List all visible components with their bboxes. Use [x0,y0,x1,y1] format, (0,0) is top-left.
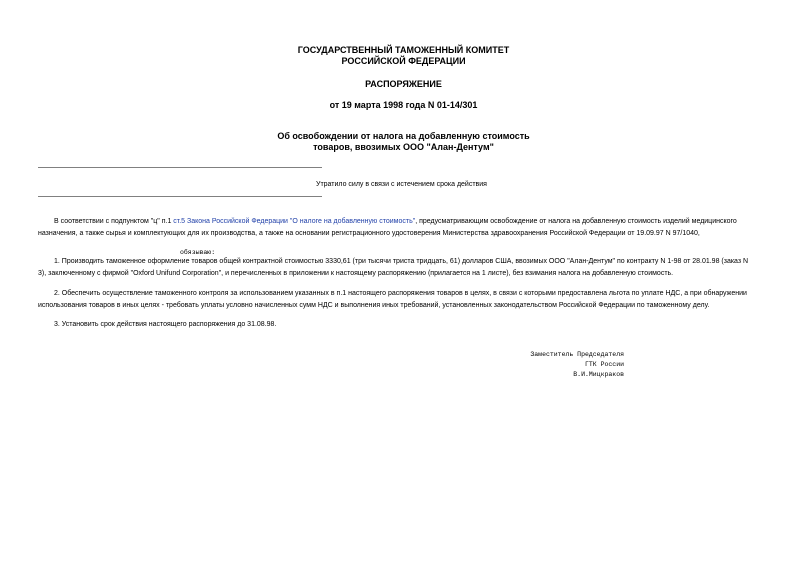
doc-date: от 19 марта 1998 года N 01-14/301 [329,100,478,110]
preamble-line2: назначения, а также сырья и комплектующих для их производства, а также на основании регистрационного удостоверения Министерства здравоохранения Российской Федерации от 19.09.97 N 97/1040, [38,230,700,237]
item-1-line1: 1. Производить таможенное оформление товаров общей контрактной стоимостью 3330,61 (три тысячи триста тридцать, 61) долларов США, ввозимых ООО "Алан-Дентум" по контракту N 1-98 от 28.01.98 (заказ N [54,258,749,265]
item-3-line1: 3. Установить срок действия настоящего распоряжения до 31.08.98. [54,321,277,328]
law-link[interactable]: ст.5 Закона Российской Федерации "О налоге на добавленную стоимость" [173,218,416,225]
signature-org: ГТК России [584,361,624,368]
divider-bottom [38,196,322,197]
item-2 [38,288,770,312]
item-3 [38,319,770,331]
item-2-line1: 2. Обеспечить осуществление таможенного контроля за использованием указанных в п.1 настоящего распоряжения товаров в целях, в связи с которыми предоставлена льгота по уплате НДС, а при обнаружении [54,290,747,297]
doc-title-line1: Об освобождении от налога на добавленную стоимость [277,131,530,141]
item-2-line2: использования товаров в иных целях - требовать уплаты условно начисленных сумм НДС и выполнения иных требований, установленных законодательством Российской Федерации по таможенному делу. [38,302,710,309]
preamble-text: В соответствии с подпунктом "ц" п.1 [54,218,174,225]
org-name-line1: ГОСУДАРСТВЕННЫЙ ТАМОЖЕННЫЙ КОМИТЕТ [297,45,510,55]
obligate-label: обязываю: [180,249,216,256]
preamble-paragraph [38,216,770,240]
signature-block [508,350,624,380]
org-name-line2: РОССИЙСКОЙ ФЕДЕРАЦИИ [341,56,466,66]
status-note: Утратило силу в связи с истечением срока действия [316,181,487,188]
signature-name: В.И.Мицкраков [573,371,624,378]
item-1-line2: 3), заключенному с фирмой "Oxford Unifund Corporation", и перечисленных в приложении к настоящему распоряжению (прилагается на 1 листе), без взимания налога на добавленную стоимость. [38,270,674,277]
signature-position: Заместитель Председателя [530,351,624,358]
doc-type: РАСПОРЯЖЕНИЕ [365,79,442,89]
preamble-line1 [38,216,770,228]
item-1 [38,256,770,280]
doc-title-line2: товаров, ввозимых ООО "Алан-Дентум" [313,142,494,152]
preamble-text-rest: , предусматривающим освобождение от налога на добавленную стоимость изделий медицинского [415,218,737,225]
divider-top [38,167,322,168]
